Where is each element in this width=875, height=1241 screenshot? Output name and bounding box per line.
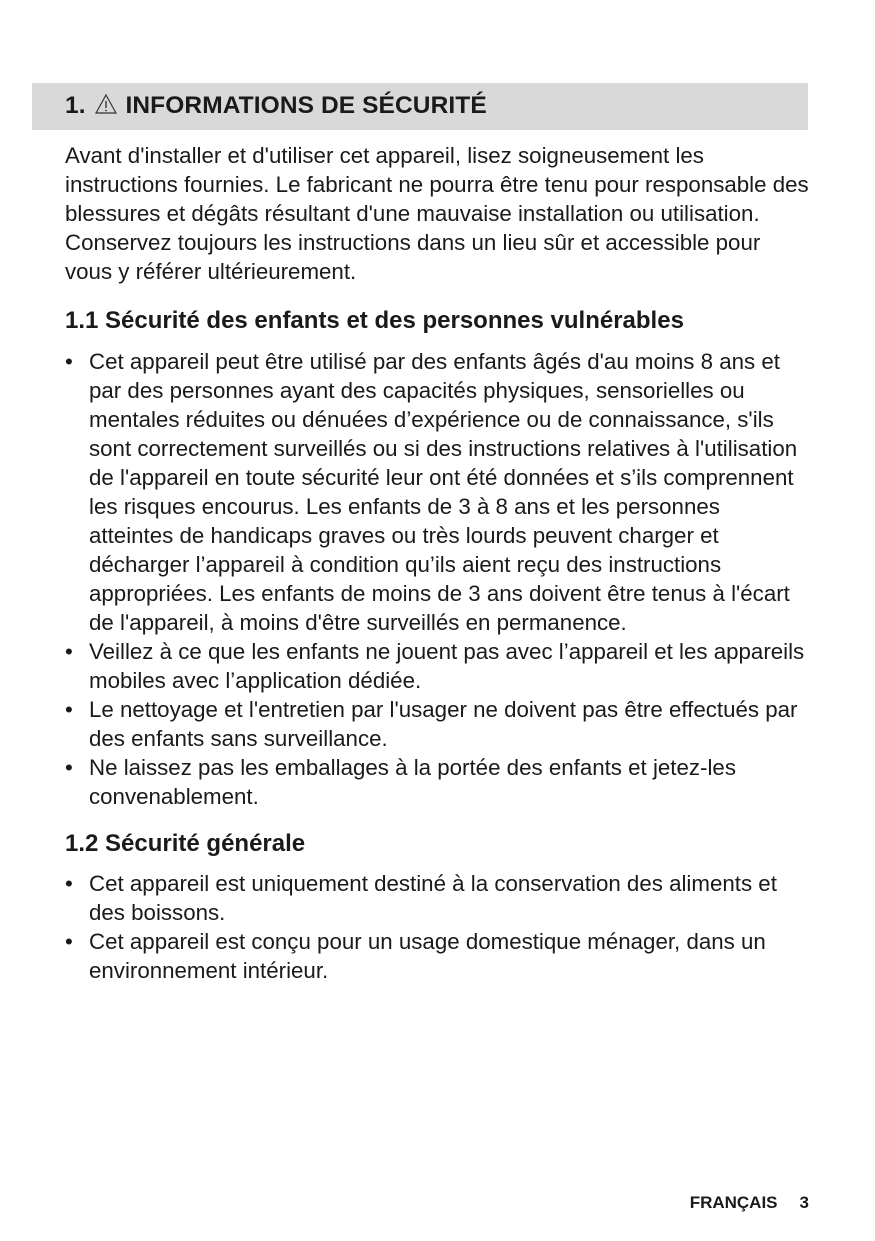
list-item: • Cet appareil est conçu pour un usage domestique ménager, dans un environnement intérieur. bbox=[65, 929, 766, 983]
bullet-list bbox=[65, 869, 810, 985]
document-body bbox=[65, 141, 810, 985]
bullet-list bbox=[65, 347, 810, 811]
page-number: 3 bbox=[799, 1193, 809, 1212]
subsection-title: 1.2 Sécurité générale bbox=[65, 830, 306, 857]
subsection-title: 1.1 Sécurité des enfants et des personnes vulnérables bbox=[65, 307, 684, 334]
list-item: • Cet appareil est uniquement destiné à la conservation des aliments et des boissons. bbox=[65, 871, 777, 925]
list-item: • Cet appareil peut être utilisé par des enfants âgés d'au moins 8 ans et par des personnes ayant des capacités physiques, sensorielles ou mentales réduites ou dénuées d’expérience ou de connaissance, s'ils sont correctement surveillés ou si des instructions relatives à l'utilisation de l'appareil en toute sécurité leur ont été données et s’ils comprennent les risques encourus. Les enfants de 3 à 8 ans et les personnes atteintes de handicaps graves ou très lourds peuvent charger et décharger l’appareil à condition qu’ils aient reçu des instructions appropriées. Les enfants de moins de 3 ans doivent être tenus à l'écart de l'appareil, à moins d'être surveillés en permanence. bbox=[65, 349, 798, 635]
list-item: • Veillez à ce que les enfants ne jouent pas avec l’appareil et les appareils mobiles avec l’application dédiée. bbox=[65, 639, 805, 693]
section-title-text: INFORMATIONS DE SÉCURITÉ bbox=[125, 92, 487, 119]
warning-icon bbox=[95, 94, 117, 114]
intro-paragraph: Avant d'installer et d'utiliser cet appareil, lisez soigneusement les instructions fournies. Le fabricant ne pourra être tenu pour responsable des blessures et dégâts résultant d'une mauvaise installation ou utilisation. Conservez toujours les instructions dans un lieu sûr et accessible pour vous y référer ultérieurement. bbox=[65, 143, 809, 284]
page-footer bbox=[690, 1193, 809, 1213]
section-title bbox=[65, 92, 487, 120]
list-item: • Ne laissez pas les emballages à la portée des enfants et jetez-les convenablement. bbox=[65, 755, 736, 809]
footer-language: FRANÇAIS bbox=[689, 1193, 778, 1212]
section-header-bar bbox=[32, 83, 808, 130]
section-number: 1. bbox=[65, 92, 86, 119]
list-item: • Le nettoyage et l'entretien par l'usager ne doivent pas être effectués par des enfants sans surveillance. bbox=[65, 697, 798, 751]
